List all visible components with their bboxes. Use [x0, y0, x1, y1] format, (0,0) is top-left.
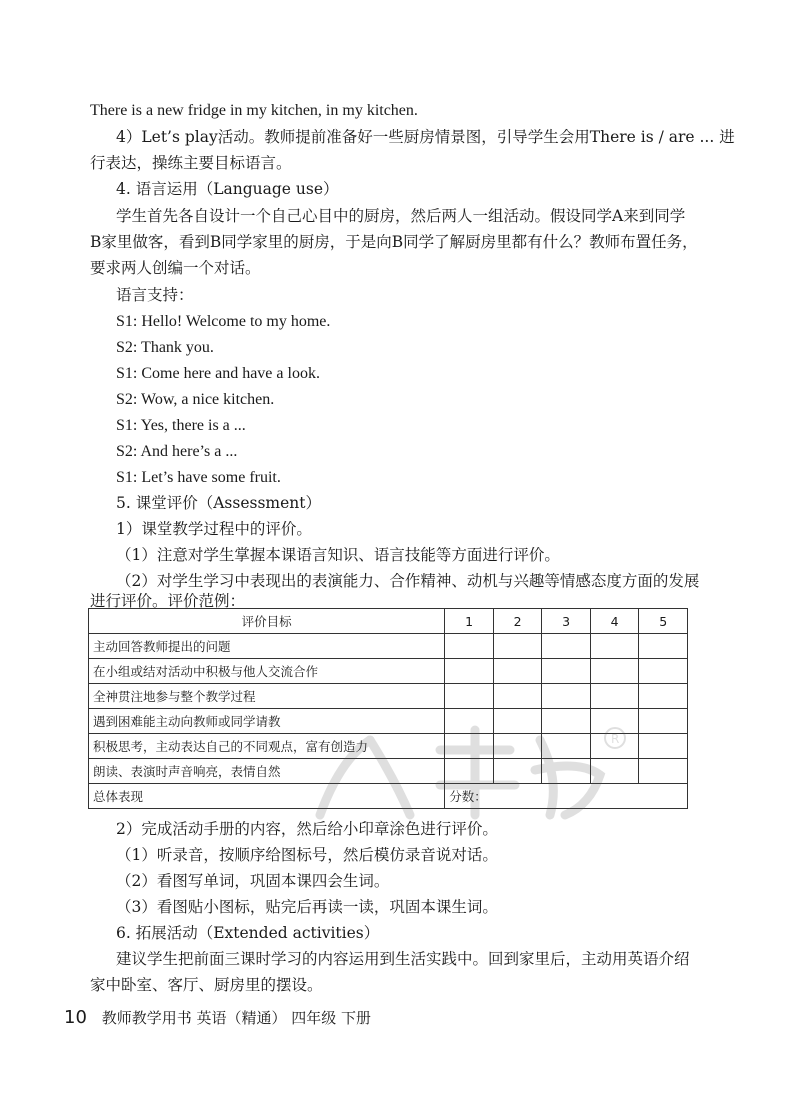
table-cell-score [542, 709, 591, 734]
table-cell-score [493, 759, 542, 784]
table-total-row [89, 784, 688, 809]
table-cell-score-label: 分数： [445, 784, 688, 809]
table-cell-score [445, 684, 494, 709]
table-cell-score [590, 709, 639, 734]
table-cell-score [639, 684, 688, 709]
table-cell-score [445, 759, 494, 784]
book-title: 教师教学用书 英语（精通） 四年级 下册 [101, 1009, 371, 1027]
body-line: （2）对学生学习中表现出的表演能力、合作精神、动机与兴趣等情感态度方面的发展 [116, 572, 700, 590]
table-row [89, 684, 688, 709]
table-cell-score [639, 709, 688, 734]
table-header-cell: 评价目标 [89, 609, 445, 634]
dialogue-line: S1: Come here and have a look. [116, 365, 320, 382]
table-cell-score [542, 759, 591, 784]
dialogue-line: S2: And here’s a ... [116, 443, 238, 460]
svg-text:R: R [611, 732, 620, 746]
dialogue-line: S1: Hello! Welcome to my home. [116, 313, 331, 330]
table-header-cell: 5 [639, 609, 688, 634]
evaluation-table [88, 608, 688, 809]
table-row [89, 634, 688, 659]
table-cell-score [445, 734, 494, 759]
table-cell-score [445, 709, 494, 734]
table-cell-score [542, 659, 591, 684]
body-line: 4）Let’s play活动。教师提前准备好一些厨房情景图，引导学生会用There is / are ... 进 [116, 128, 735, 146]
table-cell-score [639, 634, 688, 659]
table-header-cell: 4 [590, 609, 639, 634]
page-footer [64, 1007, 371, 1028]
table-cell-goal: 积极思考，主动表达自己的不同观点，富有创造力 [89, 734, 445, 759]
table-cell-score [493, 659, 542, 684]
body-line: 学生首先各自设计一个自己心目中的厨房，然后两人一组活动。假设同学A来到同学 [116, 207, 686, 225]
table-cell-score [542, 734, 591, 759]
body-line: 要求两人创编一个对话。 [90, 259, 261, 277]
body-line: 2）完成活动手册的内容，然后给小印章涂色进行评价。 [116, 820, 498, 838]
table-header-cell: 2 [493, 609, 542, 634]
table-row [89, 734, 688, 759]
table-cell-score [493, 734, 542, 759]
table-cell-total-label: 总体表现 [89, 784, 445, 809]
dialogue-line: S2: Wow, a nice kitchen. [116, 391, 275, 408]
table-cell-score [639, 659, 688, 684]
section-heading: 4. 语言运用（Language use） [116, 180, 339, 198]
body-line: B家里做客，看到B同学家里的厨房，于是向B同学了解厨房里都有什么？教师布置任务， [90, 233, 698, 251]
table-cell-goal: 全神贯注地参与整个教学过程 [89, 684, 445, 709]
table-row [89, 759, 688, 784]
table-cell-score [590, 759, 639, 784]
body-line: There is a new fridge in my kitchen, in my kitchen. [90, 102, 418, 119]
body-line: （3）看图贴小图标，贴完后再读一读，巩固本课生词。 [116, 898, 498, 916]
table-cell-goal: 主动回答教师提出的问题 [89, 634, 445, 659]
body-line: 建议学生把前面三课时学习的内容运用到生活实践中。回到家里后，主动用英语介绍 [116, 950, 690, 968]
table-cell-score [639, 734, 688, 759]
section-heading: 6. 拓展活动（Extended activities） [116, 924, 380, 942]
body-line: 进行评价。评价范例： [90, 592, 246, 610]
table-cell-score [445, 659, 494, 684]
table-cell-goal: 在小组或结对活动中积极与他人交流合作 [89, 659, 445, 684]
table-cell-score [542, 684, 591, 709]
body-line: （2）看图写单词，巩固本课四会生词。 [116, 872, 390, 890]
dialogue-line: S1: Let’s have some fruit. [116, 469, 281, 486]
table-cell-score [639, 759, 688, 784]
table-row [89, 659, 688, 684]
body-line: 1）课堂教学过程中的评价。 [116, 520, 312, 538]
table-header-cell: 3 [542, 609, 591, 634]
table-header-row [89, 609, 688, 634]
page-number: 10 [64, 1007, 87, 1028]
table-cell-score [590, 734, 639, 759]
section-heading: 5. 课堂评价（Assessment） [116, 494, 321, 512]
table-cell-goal: 朗读、表演时声音响亮，表情自然 [89, 759, 445, 784]
body-line: （1）注意对学生掌握本课语言知识、语言技能等方面进行评价。 [116, 546, 560, 564]
dialogue-line: S2: Thank you. [116, 339, 214, 356]
dialogue-line: S1: Yes, there is a ... [116, 417, 246, 434]
table-cell-score [542, 634, 591, 659]
table-cell-score [590, 684, 639, 709]
table-cell-score [493, 634, 542, 659]
table-cell-score [590, 659, 639, 684]
table-header-cell: 1 [445, 609, 494, 634]
table-cell-score [590, 634, 639, 659]
body-line: 语言支持： [116, 286, 194, 304]
table-cell-goal: 遇到困难能主动向教师或同学请教 [89, 709, 445, 734]
body-line: （1）听录音，按顺序给图标号，然后模仿录音说对话。 [116, 846, 498, 864]
table-cell-score [445, 634, 494, 659]
body-line: 家中卧室、客厅、厨房里的摆设。 [90, 976, 323, 994]
table-row [89, 709, 688, 734]
body-line: 行表达，操练主要目标语言。 [90, 154, 292, 172]
table-cell-score [493, 709, 542, 734]
table-cell-score [493, 684, 542, 709]
